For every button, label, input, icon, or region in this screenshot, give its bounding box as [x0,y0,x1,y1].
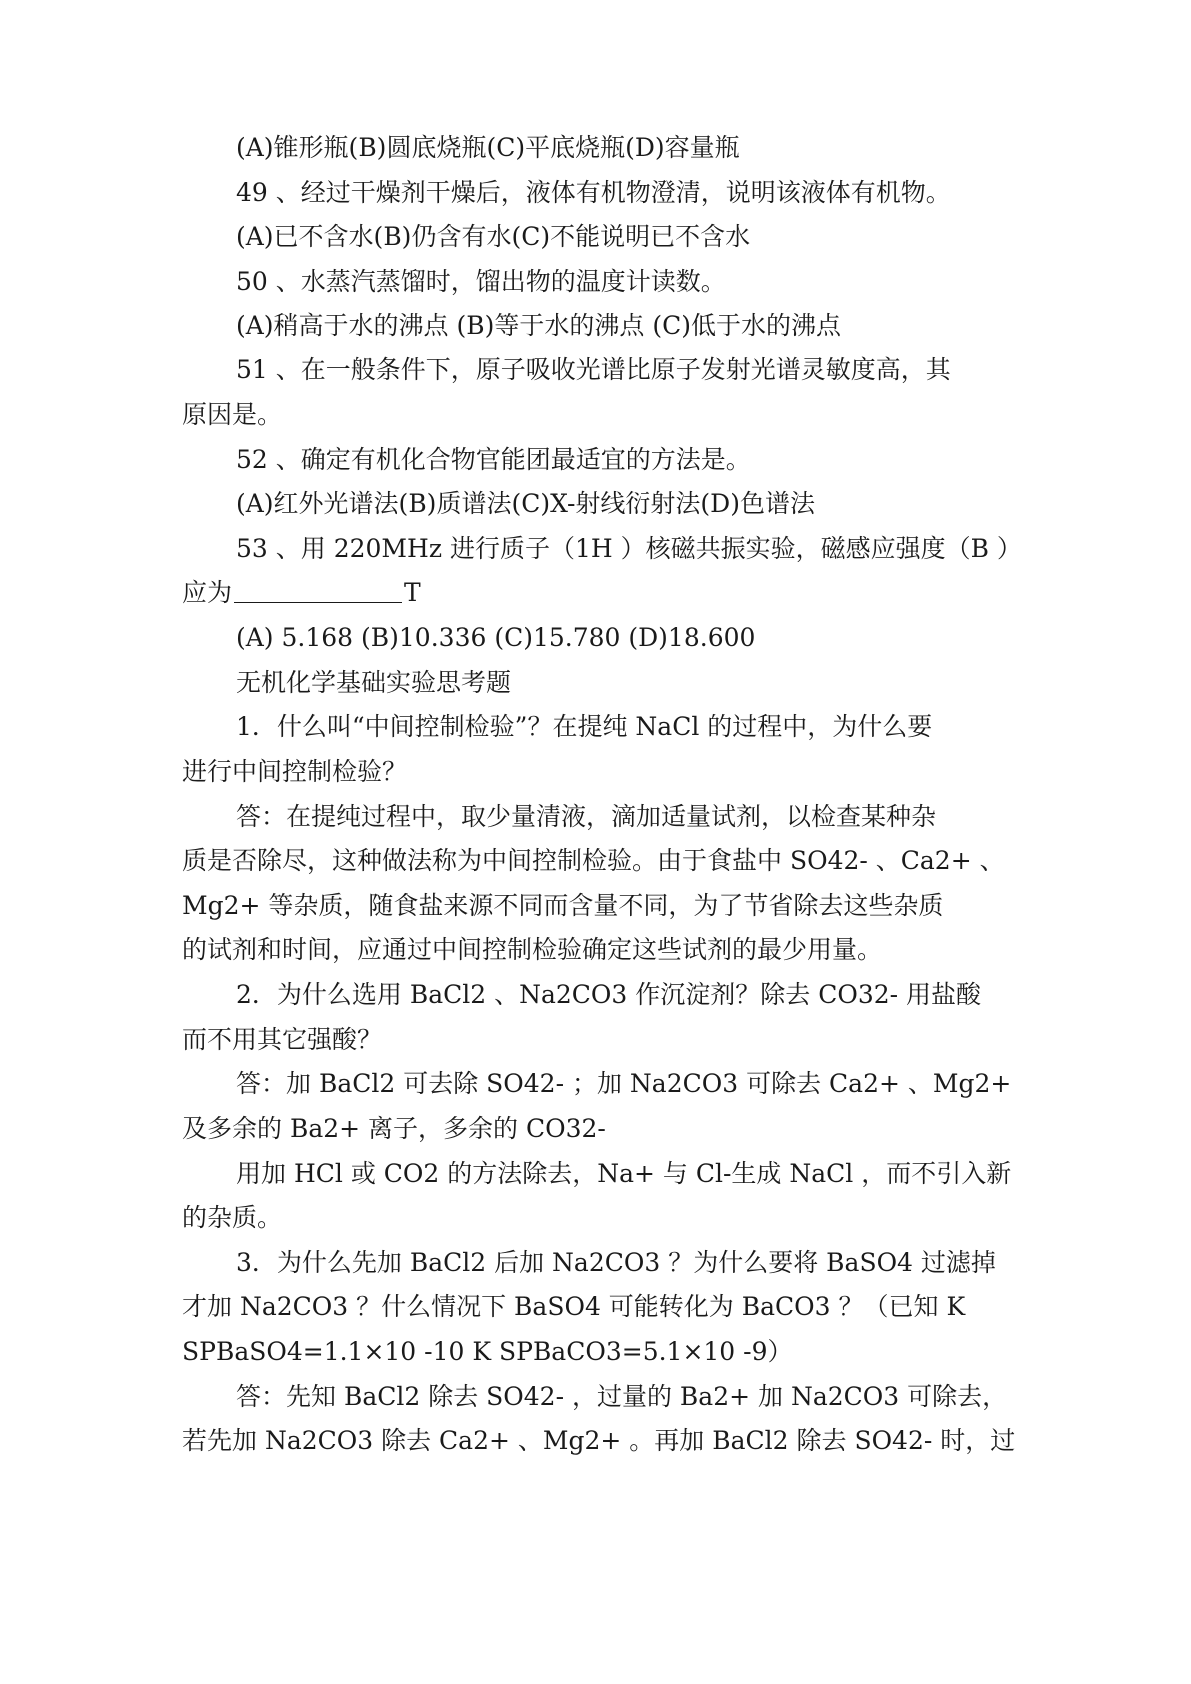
unit-label: T [404,578,421,607]
answer-1-line-2: 质是否除尽，这种做法称为中间控制检验。由于食盐中 SO42- 、Ca2+ 、 [182,846,1005,875]
option-line-53: (A) 5.168 (B)10.336 (C)15.780 (D)18.600 [236,623,756,652]
answer-2-line-1: 答：加 BaCl2 可去除 SO42- ；加 Na2CO3 可除去 Ca2+ 、Mg2+ [236,1069,1012,1098]
question-49: 49 、经过干燥剂干燥后，液体有机物澄清，说明该液体有机物。 [236,178,951,207]
answer-blank [234,572,402,603]
inorganic-question-1: 1．什么叫“中间控制检验”？在提纯 NaCl 的过程中，为什么要 [236,712,933,741]
question-51: 51 、在一般条件下，原子吸收光谱比原子发射光谱灵敏度高，其 [236,355,951,384]
answer-1-line-3: Mg2+ 等杂质，随食盐来源不同而含量不同，为了节省除去这些杂质 [182,891,944,920]
answer-2-line-4: 的杂质。 [182,1203,283,1232]
option-line-48: (A)锥形瓶(B)圆底烧瓶(C)平底烧瓶(D)容量瓶 [236,133,740,162]
answer-1-line-4: 的试剂和时间，应通过中间控制检验确定这些试剂的最少用量。 [182,935,883,964]
inorganic-question-2-cont: 而不用其它强酸？ [182,1025,383,1054]
answer-3-line-1: 答：先知 BaCl2 除去 SO42- ，过量的 Ba2+ 加 Na2CO3 可除去， [236,1382,1008,1411]
answer-3-line-2: 若先加 Na2CO3 除去 Ca2+ 、Mg2+ 。再加 BaCl2 除去 SO42- 时，过 [182,1426,1016,1455]
section-heading: 无机化学基础实验思考题 [236,668,512,697]
answer-2-line-3: 用加 HCl 或 CO2 的方法除去，Na+ 与 Cl-生成 NaCl ，而不引入新 [236,1159,1012,1188]
option-line-52: (A)红外光谱法(B)质谱法(C)X-射线衍射法(D)色谱法 [236,489,815,518]
option-line-50: (A)稍高于水的沸点 (B)等于水的沸点 (C)低于水的沸点 [236,311,841,340]
question-52: 52 、确定有机化合物官能团最适宜的方法是。 [236,445,751,474]
question-53: 53 、用 220MHz 进行质子（1H ）核磁共振实验，磁感应强度（B ） [236,534,1022,563]
answer-2-line-2: 及多余的 Ba2+ 离子，多余的 CO32- [182,1114,606,1143]
question-50: 50 、水蒸汽蒸馏时，馏出物的温度计读数。 [236,267,726,296]
inorganic-question-2: 2．为什么选用 BaCl2 、Na2CO3 作沉淀剂？除去 CO32- 用盐酸 [236,980,982,1009]
option-line-49: (A)已不含水(B)仍含有水(C)不能说明已不含水 [236,222,751,251]
inorganic-question-3-ksp: SPBaSO4=1.1×10 -10 K SPBaCO3=5.1×10 -9） [182,1337,793,1366]
question-51-cont: 原因是。 [182,400,283,429]
question-53-cont [182,571,421,615]
inorganic-question-3-cont: 才加 Na2CO3 ？什么情况下 BaSO4 可能转化为 BaCO3 ？（已知 K [182,1292,966,1321]
inorganic-question-1-cont: 进行中间控制检验？ [182,757,408,786]
answer-1-line-1: 答：在提纯过程中，取少量清液，滴加适量试剂，以检查某种杂 [236,802,937,831]
answer-prefix: 应为 [182,578,233,607]
inorganic-question-3: 3．为什么先加 BaCl2 后加 Na2CO3 ？为什么要将 BaSO4 过滤掉 [236,1248,996,1277]
